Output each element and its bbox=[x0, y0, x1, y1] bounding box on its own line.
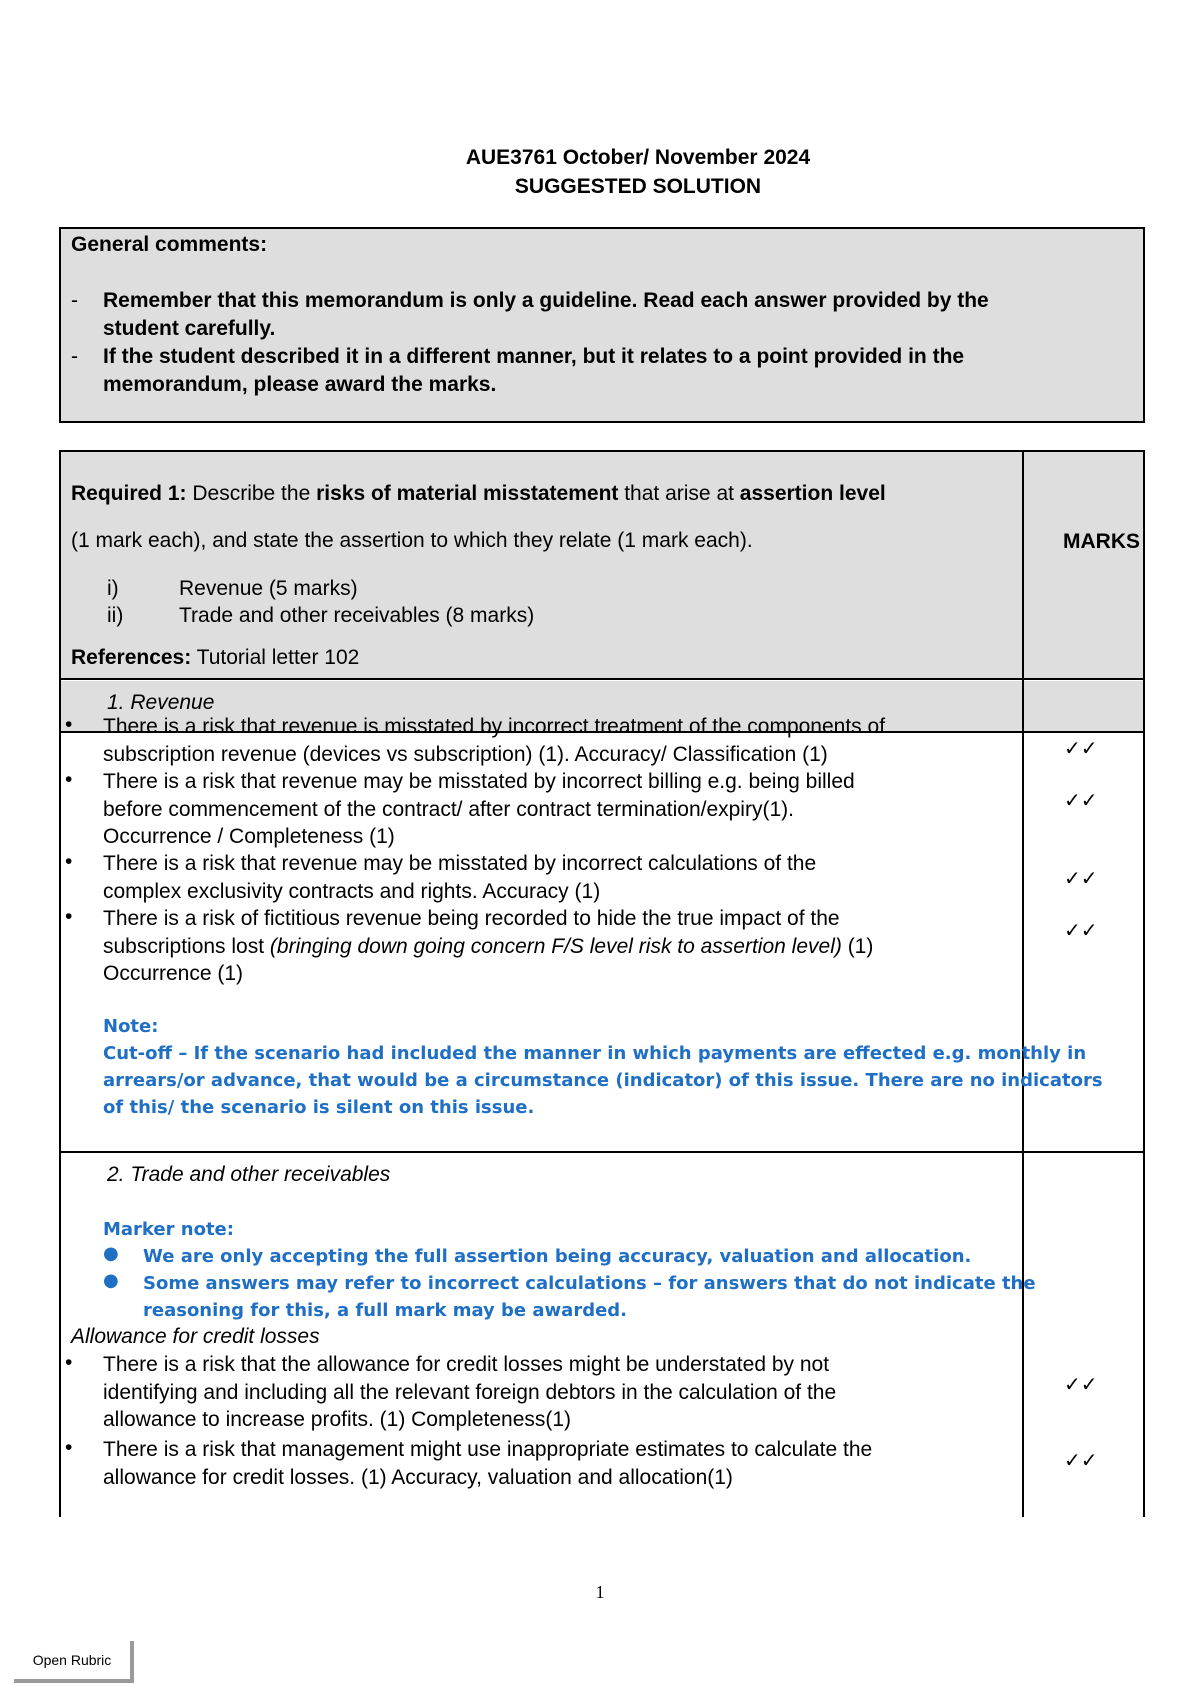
risk-bullet bbox=[65, 713, 1020, 768]
section-title-revenue: 1. Revenue bbox=[107, 691, 215, 714]
note-heading: Note: bbox=[103, 1016, 159, 1037]
comment-line: student carefully. bbox=[103, 317, 276, 340]
risk-bullet bbox=[65, 1436, 1020, 1491]
sub-item-text: Trade and other receivables (8 marks) bbox=[179, 604, 535, 627]
references-row bbox=[71, 646, 359, 670]
checkmark-icon: ✓✓ bbox=[1064, 1374, 1098, 1396]
required-question bbox=[71, 482, 886, 506]
risk-bullet bbox=[65, 905, 1020, 988]
open-rubric-badge[interactable] bbox=[14, 1641, 134, 1683]
bullet-line: There is a risk that revenue may be misstated by incorrect billing e.g. being billed bbox=[103, 770, 855, 793]
note-line: reasoning for this, a full mark may be awarded. bbox=[143, 1300, 628, 1321]
note-line: Cut-off – If the scenario had included the manner in which payments are effected e.g. monthly in bbox=[103, 1043, 1087, 1064]
bullet-line: allowance for credit losses. (1) Accuracy, valuation and allocation(1) bbox=[103, 1465, 733, 1489]
note-line: of this/ the scenario is silent on this issue. bbox=[103, 1097, 535, 1118]
bullet-marker: ● bbox=[103, 1243, 119, 1264]
comment-line: If the student described it in a different manner, but it relates to a point provided in the bbox=[103, 345, 965, 368]
sub-item-number: ii) bbox=[107, 604, 124, 627]
marks-column-header: MARKS bbox=[1063, 530, 1140, 553]
checkmark-icon: ✓✓ bbox=[1064, 738, 1098, 760]
note-heading: Marker note: bbox=[103, 1219, 234, 1240]
required-sub-item bbox=[107, 577, 358, 601]
required-sub-item bbox=[107, 604, 534, 628]
bullet-marker: • bbox=[65, 905, 73, 928]
required-label: Required 1: bbox=[71, 482, 187, 505]
bullet-text: subscriptions lost bbox=[103, 934, 270, 958]
comment-line: memorandum, please award the marks. bbox=[103, 373, 497, 396]
bullet-text: (1) bbox=[841, 934, 874, 958]
solution-table bbox=[59, 450, 1145, 1517]
dash-marker: - bbox=[71, 345, 78, 368]
references-label: References: bbox=[71, 646, 192, 669]
bullet-line: There is a risk of fictitious revenue being recorded to hide the true impact of the bbox=[103, 907, 840, 930]
general-comment-item bbox=[71, 343, 1131, 399]
note-line: Some answers may refer to incorrect calculations – for answers that do not indicate the bbox=[143, 1273, 1036, 1294]
checkmark-icon: ✓✓ bbox=[1064, 790, 1098, 812]
bullet-line bbox=[103, 933, 1020, 961]
bullet-marker: • bbox=[65, 1351, 73, 1374]
checkmark-icon: ✓✓ bbox=[1064, 1450, 1098, 1472]
bullet-marker: • bbox=[65, 768, 73, 791]
risk-bullet bbox=[65, 850, 1020, 905]
risk-bullet bbox=[65, 768, 1020, 851]
bullet-line: subscription revenue (devices vs subscription) (1). Accuracy/ Classification (1) bbox=[103, 742, 828, 766]
general-comments-heading: General comments: bbox=[71, 233, 268, 256]
sub-item-text: Revenue (5 marks) bbox=[179, 577, 358, 600]
note-block bbox=[103, 1013, 1103, 1121]
bullet-line: There is a risk that revenue is misstated by incorrect treatment of the components of bbox=[103, 715, 886, 738]
section-title-receivables: 2. Trade and other receivables bbox=[107, 1163, 391, 1186]
open-rubric-label: Open Rubric bbox=[32, 1652, 112, 1668]
general-comment-item bbox=[71, 287, 1131, 343]
general-comments-box bbox=[59, 227, 1145, 423]
bullet-line: allowance to increase profits. (1) Completeness(1) bbox=[103, 1408, 572, 1431]
row-divider bbox=[61, 678, 1143, 680]
bullet-line: complex exclusivity contracts and rights. Accuracy (1) bbox=[103, 879, 601, 903]
bullet-line: before commencement of the contract/ after contract termination/expiry(1). bbox=[103, 797, 794, 821]
required-bold-text: risks of material misstatement bbox=[316, 482, 619, 505]
comment-line: Remember that this memorandum is only a guideline. Read each answer provided by the bbox=[103, 289, 989, 312]
dash-marker: - bbox=[71, 289, 78, 312]
row-divider bbox=[61, 1151, 1143, 1153]
required-text: that arise at bbox=[618, 482, 740, 505]
marker-note-heading bbox=[103, 1216, 234, 1243]
subheading-credit-losses: Allowance for credit losses bbox=[71, 1325, 320, 1348]
bullet-line: There is a risk that revenue may be misstated by incorrect calculations of the bbox=[103, 852, 817, 875]
required-question-line: (1 mark each), and state the assertion to which they relate (1 mark each). bbox=[71, 529, 753, 552]
references-text: Tutorial letter 102 bbox=[191, 646, 360, 669]
page-title: AUE3761 October/ November 2024 bbox=[465, 146, 811, 169]
bullet-marker: • bbox=[65, 850, 73, 873]
marker-note-item bbox=[103, 1270, 1036, 1324]
checkmark-icon: ✓✓ bbox=[1064, 868, 1098, 890]
risk-bullet bbox=[65, 1351, 1020, 1434]
checkmark-icon: ✓✓ bbox=[1064, 920, 1098, 942]
sub-item-number: i) bbox=[107, 577, 119, 600]
bullet-line: Occurrence (1) bbox=[103, 962, 244, 985]
bullet-line: There is a risk that management might use inappropriate estimates to calculate the bbox=[103, 1438, 873, 1461]
bullet-marker: • bbox=[65, 1436, 73, 1459]
required-bold-text: assertion level bbox=[739, 482, 886, 505]
bullet-italic-text: (bringing down going concern F/S level risk to assertion level) bbox=[269, 934, 842, 958]
note-line: arrears/or advance, that would be a circumstance (indicator) of this issue. There are no indicators bbox=[103, 1070, 1103, 1091]
note-line: We are only accepting the full assertion being accuracy, valuation and allocation. bbox=[143, 1246, 972, 1267]
page-subtitle: SUGGESTED SOLUTION bbox=[514, 175, 762, 198]
bullet-marker: • bbox=[65, 713, 73, 736]
marker-note-item bbox=[103, 1243, 971, 1270]
page-number: 1 bbox=[595, 1582, 605, 1602]
column-divider bbox=[1022, 452, 1024, 1517]
bullet-line: There is a risk that the allowance for credit losses might be understated by not bbox=[103, 1353, 830, 1376]
bullet-marker: ● bbox=[103, 1270, 119, 1291]
bullet-line: Occurrence / Completeness (1) bbox=[103, 825, 395, 848]
bullet-line: identifying and including all the relevant foreign debtors in the calculation of the bbox=[103, 1380, 837, 1404]
required-text: Describe the bbox=[186, 482, 317, 505]
